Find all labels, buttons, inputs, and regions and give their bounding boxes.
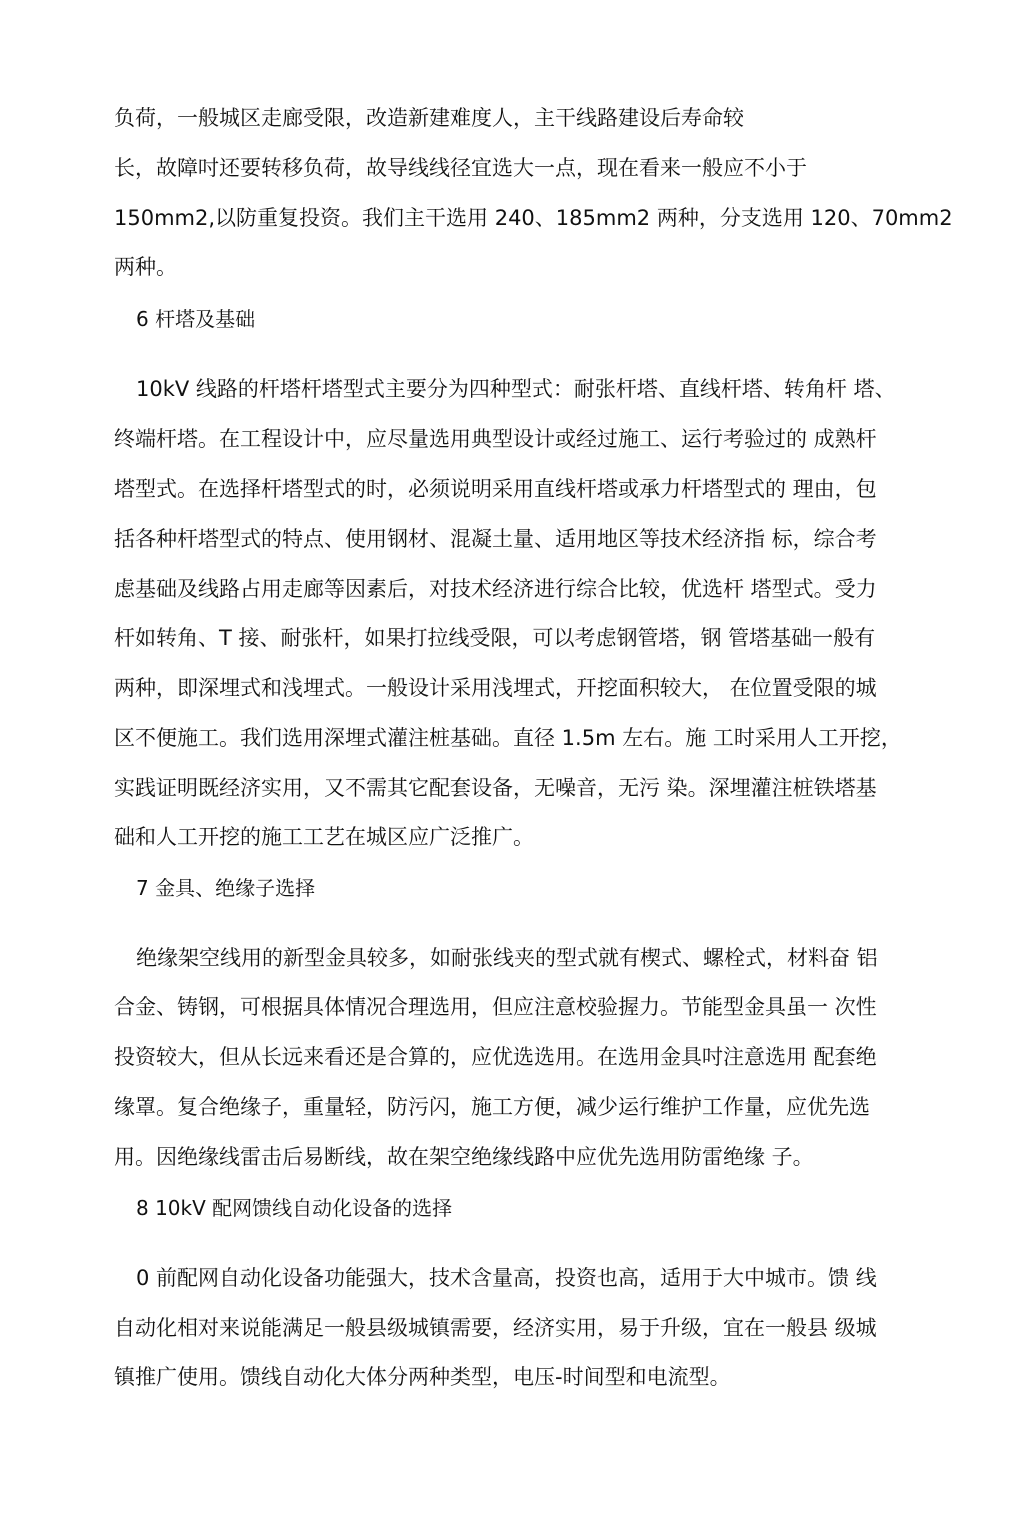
text-line: 合金、铸钢，可根据具体情况合理选用，但应注意校验握力。节能型金具虽一 次性 [114,995,877,1019]
text-line: 用。因绝缘线雷击后易断线，故在架空绝缘线路中应优先选用防雷绝缘 子。 [114,1145,814,1169]
text-line: 150mm2,以防重复投资。我们主干选用 240、185mm2 两种，分支选用 120、70mm2 [114,206,953,230]
text-line: 两种。 [114,255,177,279]
text-line: 负荷，一般城区走廊受限，改造新建难度人，主干线路建设后寿命较 [114,106,744,130]
text-line: 绝缘架空线用的新型金具较多，如耐张线夹的型式就有楔式、螺栓式，材料奋 铝 [136,946,878,970]
section-heading: 7 金具、绝缘子选择 [136,876,316,900]
text-line: 镇推广使用。馈线自动化大体分两种类型，电压-时间型和电流型。 [114,1365,731,1389]
text-line: 虑基础及线路占用走廊等因素后，对技术经济进行综合比较，优选杆 塔型式。受力 [114,577,877,601]
text-line: 杆如转角、T 接、耐张杆，如果打拉线受限，可以考虑钢管塔，钢 管塔基础一般有 [114,626,876,650]
section-heading: 8 10kV 配网馈线自动化设备的选择 [136,1196,453,1220]
text-line: 长，故障吋还要转移负荷，故导线线径宜选大一点，现在看来一般应不小于 [114,156,807,180]
section-heading: 6 杆塔及基础 [136,307,256,331]
text-line: 础和人工开挖的施工工艺在城区应广泛推广。 [114,825,534,849]
text-line: 缘罩。复合绝缘子，重量轻，防污闪，施工方便，减少运行维护工作量，应优先选 [114,1095,870,1119]
text-line: 两种，即深埋式和浅埋式。一般设计采用浅埋式，幵挖面积较大， 在位置受限的城 [114,676,877,700]
text-line: 区不便施工。我们选用深埋式灌注桩基础。直径 1.5m 左右。施 工时采用人工开挖， [114,726,902,750]
text-line: 自动化相对来说能满足一般县级城镇需要，经济实用，易于升级，宜在一般县 级城 [114,1316,877,1340]
text-line: 投资较大，但从长远来看还是合算的，应优选选用。在选用金具吋注意选用 配套绝 [114,1045,877,1069]
text-line: 0 前配网自动化设备功能强大，技术含量高，投资也高，适用于大中城市。馈 线 [136,1266,877,1290]
text-line: 终端杆塔。在工程设计中，应尽量选用典型设计或经过施工、运行考验过的 成熟杆 [114,427,877,451]
text-line: 括各种杆塔型式的特点、使用钢材、混凝土量、适用地区等技术经济指 标，综合考 [114,527,877,551]
text-line: 实践证明既经济实用，又不需其它配套设备，无噪音，无污 染。深埋灌注桩铁塔基 [114,776,877,800]
text-line: 塔型式。在选择杆塔型式的时，必须说明采用直线杆塔或承力杆塔型式的 理由，包 [114,477,877,501]
text-line: 10kV 线路的杆塔杆塔型式主要分为四种型式：耐张杆塔、直线杆塔、转角杆 塔、 [136,377,896,401]
